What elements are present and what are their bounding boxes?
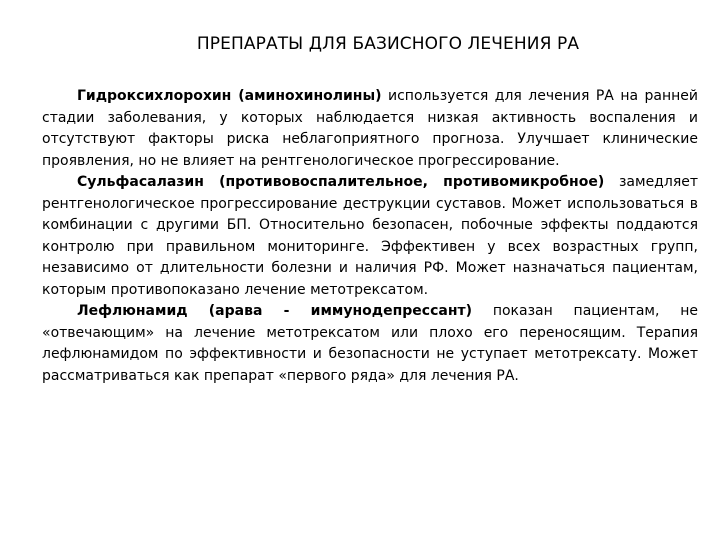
drug-term: Сульфасалазин (противовоспалительное, противомикробное)	[77, 174, 605, 190]
paragraph-hydroxychloroquine	[42, 86, 698, 172]
drug-description: используется для лечения РА на ранней стадии заболевания, у которых наблюдается низкая активность воспаления и отсутствуют факторы риска неблагоприятного прогноза. Улучшает клинические проявления, но не влияет на рентгенологическое прогрессирование.	[42, 88, 698, 169]
drug-term: Гидроксихлорохин (аминохинолины)	[77, 88, 382, 104]
drug-description: замедляет рентгенологическое прогрессирование деструкции суставов. Может использоваться в комбинации с другими БП. Относительно безопасен, побочные эффекты поддаются контролю при правильном мониторинге. Эффективен у всех возрастных групп, независимо от длительности болезни и наличия РФ. Может назначаться пациентам, которым противопоказано лечение метотрексатом.	[42, 174, 699, 298]
body-text	[42, 86, 698, 387]
drug-term: Лефлюнамид (арава - иммунодепрессант)	[77, 303, 473, 319]
page-title	[0, 32, 720, 56]
page-title-text: ПРЕПАРАТЫ ДЛЯ БАЗИСНОГО ЛЕЧЕНИЯ РА	[196, 34, 580, 54]
paragraph-leflunomide	[42, 301, 698, 387]
paragraph-sulfasalazine	[42, 172, 698, 301]
drug-description: показан пациентам, не «отвечающим» на лечение метотрексатом или плохо его переносящим. Терапия лефлюнамидом по эффективности и безопасности не уступает метотрексату. Может рассматриваться как препарат «первого ряда» для лечения РА.	[42, 303, 698, 384]
